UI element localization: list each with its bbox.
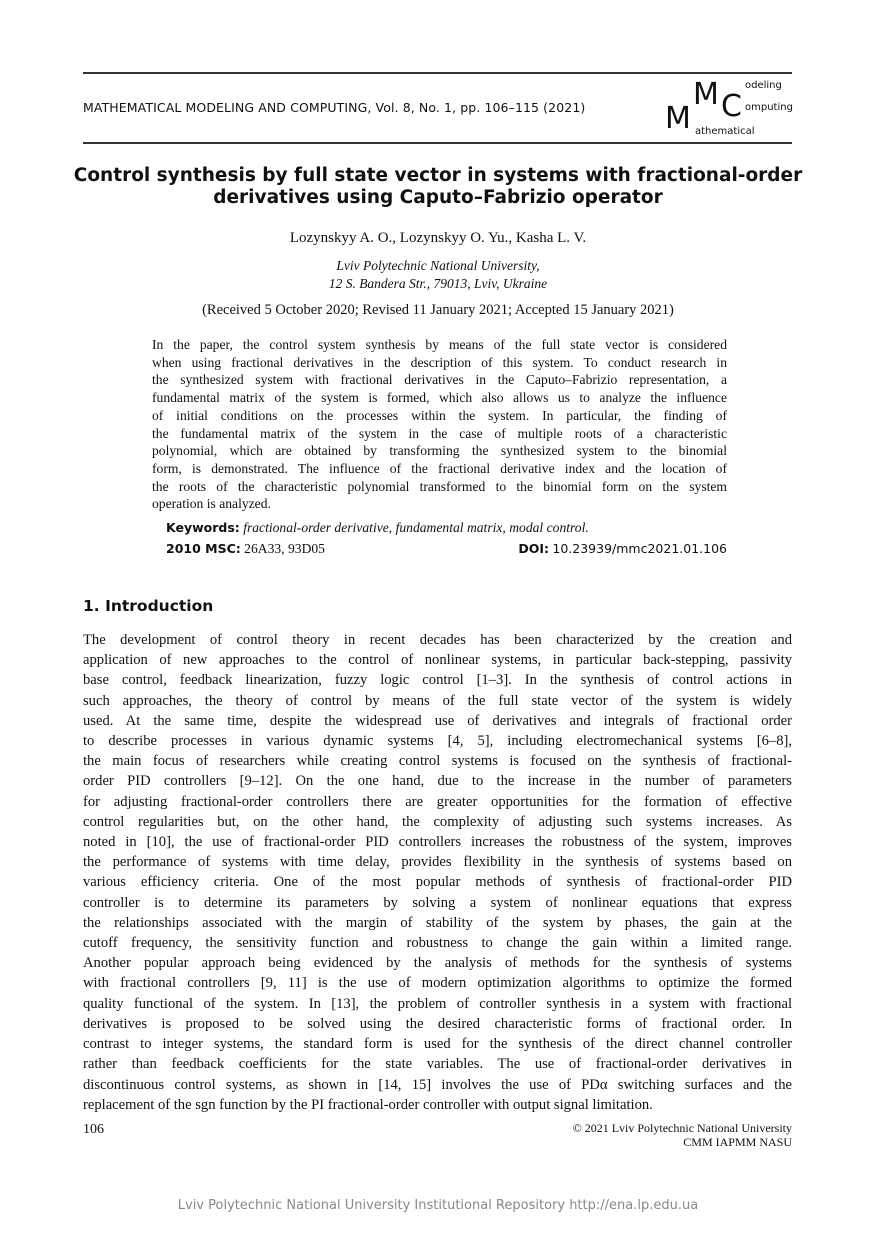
text-line: control regularities but, on the other hand, the complexity of adjusting such systems increases. As (83, 813, 792, 830)
msc-doi-row (166, 540, 727, 558)
text-line: form, is demonstrated. The influence of the fractional derivative index and the location of (152, 460, 727, 476)
affiliation (0, 257, 876, 293)
logo-letter: M (693, 77, 719, 112)
msc-value: 26A33, 93D05 (244, 541, 325, 557)
text-line: order PID controllers [9–12]. On the one hand, due to the increase in the number of parameters (83, 773, 792, 790)
text-line: of initial conditions on the processes within the system. In particular, the finding of (152, 407, 727, 423)
logo-word: odeling (745, 80, 782, 91)
copyright (573, 1121, 792, 1149)
body-text (83, 630, 792, 1115)
text-line: used. At the same time, despite the widespread use of derivatives and integrals of fractional order (83, 712, 792, 729)
text-line: the performance of systems with time delay, provides flexibility in the synthesis of systems based on (83, 854, 792, 871)
text-line: various efficiency criteria. One of the most popular methods of synthesis of fractional-order PID (83, 874, 792, 891)
logo-letter: M (665, 101, 691, 136)
doi-label: DOI: (518, 541, 549, 557)
text-line: the synthesized system with fractional derivatives in the Caputo–Fabrizio representation, a (152, 372, 727, 388)
text-line: In the paper, the control system synthesis by means of the full state vector is considered (152, 337, 727, 352)
msc (166, 540, 325, 558)
section-heading: 1. Introduction (83, 597, 214, 616)
text-line: to describe processes in various dynamic systems [4, 5], including electromechanical systems [6–8], (83, 733, 792, 750)
copyright-line: © 2021 Lviv Polytechnic National University (572, 1120, 792, 1135)
text-line: when using fractional derivatives in the description of this system. To conduct research in (152, 354, 727, 370)
doi (518, 540, 727, 558)
text-line: the fundamental matrix of the system in the case of multiple roots of a characteristic (152, 425, 727, 441)
text-line: Another popular approach being evidenced by the analysis of methods for the synthesis of systems (83, 955, 792, 972)
text-line: discontinuous control systems, as shown in [14, 15] involves the use of PDα switching surfaces and the (83, 1076, 792, 1093)
journal-header: MATHEMATICAL MODELING AND COMPUTING, Vol. 8, No. 1, pp. 106–115 (2021) (83, 100, 586, 115)
paper-title: Control synthesis by full state vector in systems with fractional-order derivatives using Caputo–Fabrizio operator (73, 165, 803, 208)
text-line: operation is analyzed. (152, 496, 271, 512)
text-line: for adjusting fractional-order controllers there are greater opportunities for the formation of effective (83, 793, 792, 810)
page-foot (83, 1121, 792, 1149)
repository-footer: Lviv Polytechnic National University Institutional Repository http://ena.lp.edu.ua (177, 1198, 699, 1213)
text-line: rather than feedback coefficients for the state variables. The use of fractional-order derivatives in (83, 1056, 792, 1073)
text-line: the roots of the characteristic polynomial transformed to the binomial form on the system (152, 478, 727, 494)
msc-label: 2010 MSC: (166, 541, 241, 557)
header-rule (83, 142, 792, 144)
text-line: such approaches, the theory of control by means of the full state vector of the system is widely (83, 692, 792, 709)
text-line: controller is to determine its parameters by solving a system of nonlinear equations that express (83, 894, 792, 911)
text-line: the relationships associated with the margin of stability of the system by phases, the gain at the (83, 914, 792, 931)
logo-word: athematical (695, 126, 755, 137)
text-line: polynomial, which are obtained by transforming the synthesized system to the binomial (152, 443, 727, 459)
page-number: 106 (83, 1121, 104, 1137)
text-line: cutoff frequency, the sensitivity function and robustness to change the gain within a limited range. (83, 935, 792, 952)
logo-letter: C (721, 89, 742, 124)
abstract (152, 336, 727, 513)
affiliation-line: Lviv Polytechnic National University, (336, 258, 540, 273)
text-line: fundamental matrix of the system is formed, which also allows us to analyze the influence (152, 390, 727, 406)
logo-word: omputing (745, 102, 793, 113)
text-line: quality functional of the system. In [13], the problem of controller synthesis in a system with fractional (83, 995, 792, 1012)
doi-value[interactable]: 10.23939/mmc2021.01.106 (552, 541, 727, 557)
affiliation-line: 12 S. Bandera Str., 79013, Lviv, Ukraine (328, 276, 548, 291)
main-flow (83, 336, 792, 1149)
text-line: base control, feedback linearization, fuzzy logic control [1–3]. In the synthesis of control actions in (83, 672, 792, 689)
text-line: application of new approaches to the control of nonlinear systems, in particular back-stepping, passivity (83, 652, 792, 669)
text-line: The development of control theory in recent decades has been characterized by the creation and (83, 632, 792, 649)
text-line: replacement of the sgn function by the PI fractional-order controller with output signal limitation. (83, 1096, 653, 1113)
text-line: the main focus of researchers while creating control systems is focused on the synthesis of fractional- (83, 753, 792, 770)
keywords-value: fractional-order derivative, fundamental matrix, modal control. (243, 520, 589, 536)
text-line: noted in [10], the use of fractional-order PID controllers increases the robustness of the system, improves (83, 834, 792, 851)
text-line: derivatives is proposed to be solved using the desired characteristic forms of fractional order. In (83, 1015, 792, 1032)
text-line: with fractional controllers [9, 11] is the use of modern optimization algorithms to optimize the formed (83, 975, 792, 992)
journal-logo (665, 77, 795, 140)
received-dates: (Received 5 October 2020; Revised 11 January 2021; Accepted 15 January 2021) (202, 302, 674, 318)
keywords-label: Keywords: (166, 520, 240, 536)
copyright-line: CMM IAPMM NASU (683, 1134, 792, 1149)
top-rule (83, 72, 792, 74)
keywords (166, 519, 792, 537)
text-line: contrast to integer systems, the standard form is used for the synthesis of the direct channel controller (83, 1036, 792, 1053)
authors: Lozynskyy A. O., Lozynskyy O. Yu., Kasha L. V. (289, 230, 587, 246)
